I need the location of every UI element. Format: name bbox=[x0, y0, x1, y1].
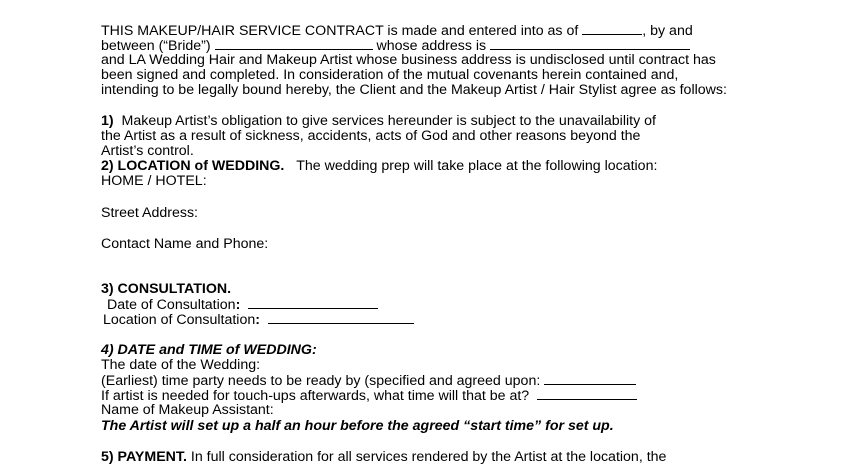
ready-time-field[interactable] bbox=[544, 372, 636, 385]
intro-line-3: and LA Wedding Hair and Makeup Artist whose business address is undisclosed until contract has bbox=[101, 52, 716, 68]
section-text: In full consideration for all services rendered by the Artist at the location, the bbox=[190, 449, 667, 465]
intro-text: whose address is bbox=[376, 38, 487, 54]
section-number: 1) bbox=[101, 113, 114, 129]
colon: : bbox=[235, 297, 241, 313]
consultation-location-field[interactable] bbox=[268, 311, 414, 324]
section-text: Makeup Artist’s obligation to give services hereunder is subject to the unavailability of bbox=[121, 113, 656, 129]
touchup-time-label: If artist is needed for touch-ups afterwards, what time will that be at? bbox=[101, 388, 530, 404]
ready-time-label: (Earliest) time party needs to be ready by (specified and agreed upon: bbox=[101, 373, 541, 389]
contact-name-phone-label: Contact Name and Phone: bbox=[101, 236, 269, 252]
colon: : bbox=[255, 312, 260, 328]
section-2-heading-line bbox=[101, 158, 657, 174]
section-1-line-1 bbox=[101, 113, 656, 129]
section-5-heading: 5) PAYMENT. bbox=[101, 449, 187, 465]
bride-address-field[interactable] bbox=[490, 37, 690, 50]
home-hotel-label: HOME / HOTEL: bbox=[101, 173, 207, 189]
intro-text: , by and bbox=[642, 23, 693, 39]
intro-text: THIS MAKEUP/HAIR SERVICE CONTRACT is made and entered into as of bbox=[101, 23, 579, 39]
wedding-date-label: The date of the Wedding: bbox=[101, 357, 261, 373]
intro-text: between (“Bride”) bbox=[101, 38, 211, 54]
section-text: The wedding prep will take place at the following location: bbox=[296, 158, 658, 174]
section-1-line-3: Artist’s control. bbox=[101, 143, 194, 159]
setup-note: The Artist will set up a half an hour before the agreed “start time” for set up. bbox=[101, 418, 614, 434]
consultation-date-label: Date of Consultation bbox=[107, 297, 236, 313]
consultation-location-label: Location of Consultation bbox=[103, 312, 256, 328]
section-4-heading: 4) DATE and TIME of WEDDING: bbox=[101, 342, 317, 358]
section-1-line-2: the Artist as a result of sickness, accidents, acts of God and other reasons beyond the bbox=[101, 128, 641, 144]
street-address-label: Street Address: bbox=[101, 205, 198, 221]
assistant-name-label: Name of Makeup Assistant: bbox=[101, 402, 274, 418]
contract-date-field[interactable] bbox=[582, 22, 642, 35]
intro-line-5: intending to be legally bound hereby, the Client and the Makeup Artist / Hair Stylist agree as follows: bbox=[101, 82, 727, 98]
consultation-date-field[interactable] bbox=[248, 296, 378, 309]
intro-line-4: been signed and completed. In consideration of the mutual covenants herein contained and, bbox=[101, 67, 679, 83]
section-3-heading: 3) CONSULTATION. bbox=[101, 281, 232, 297]
bride-name-field[interactable] bbox=[215, 37, 373, 50]
touchup-time-field[interactable] bbox=[537, 387, 637, 400]
consultation-location-line bbox=[103, 311, 414, 328]
section-2-heading: 2) LOCATION of WEDDING. bbox=[101, 158, 285, 174]
